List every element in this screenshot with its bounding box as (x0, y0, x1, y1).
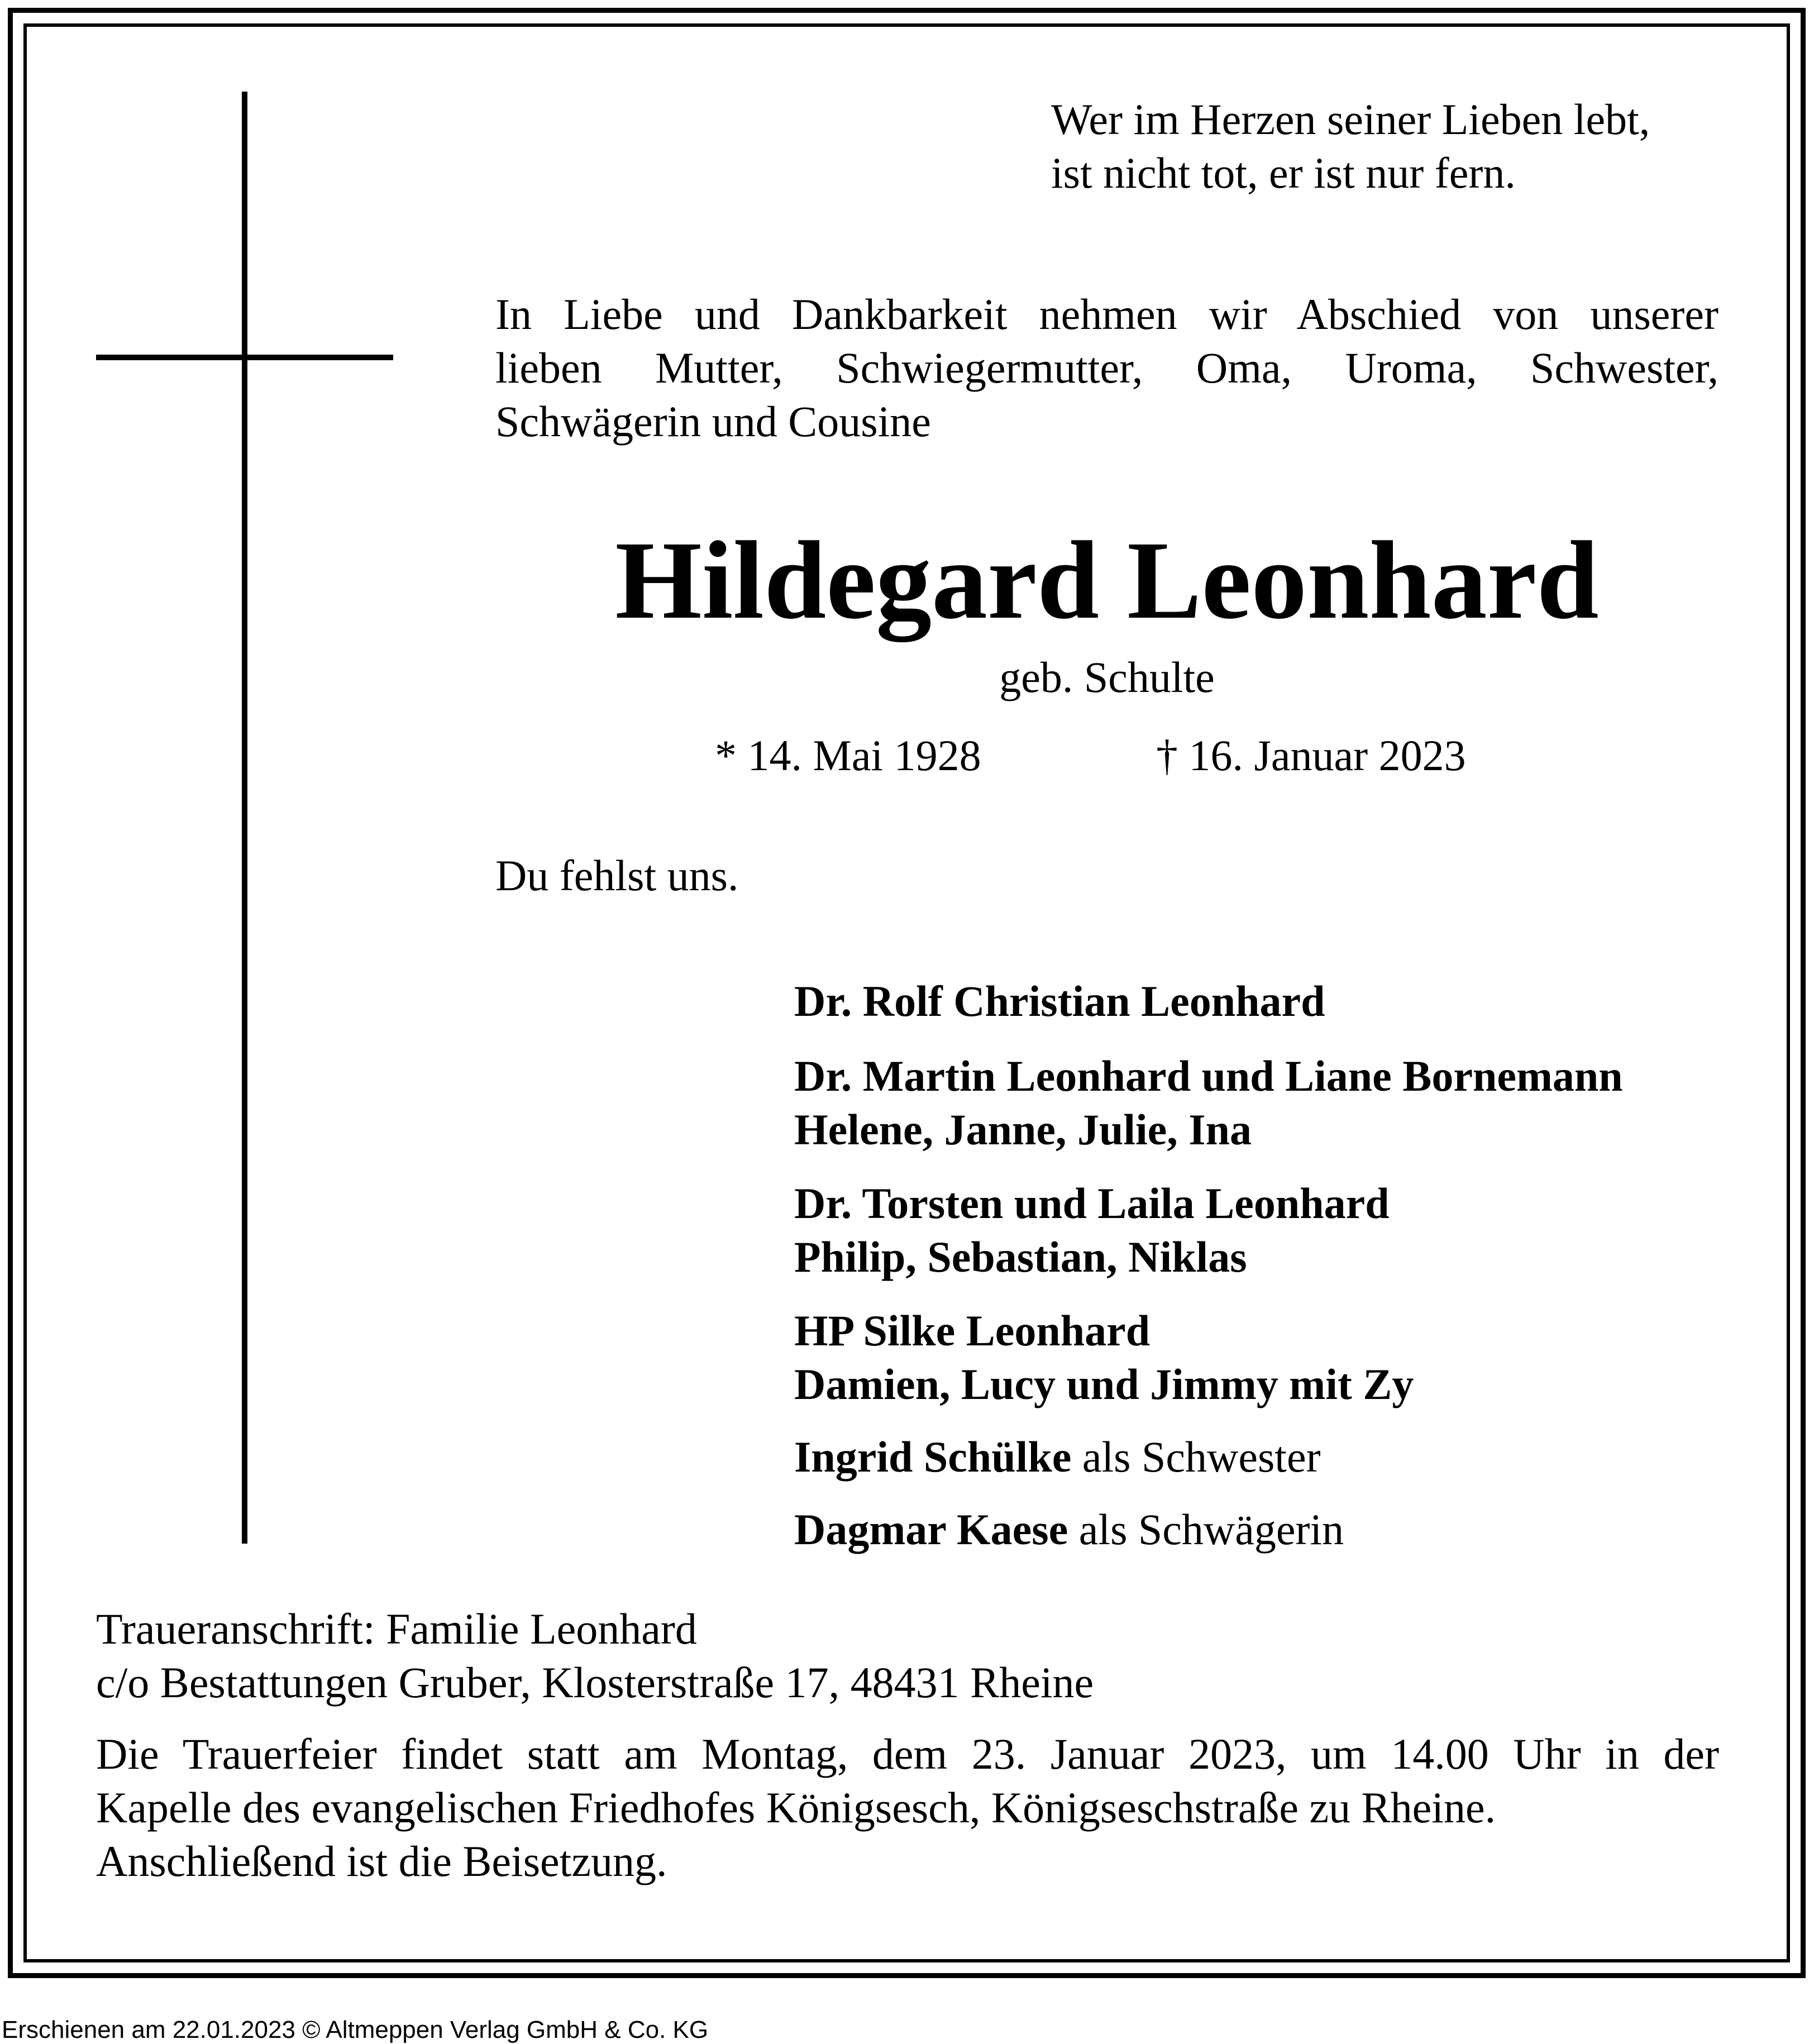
mourner-line (794, 1503, 1623, 1556)
ceremony-line: Anschließend ist die Beisetzung. (96, 1837, 667, 1885)
mourner-line (794, 1103, 1623, 1157)
quote-line: Wer im Herzen seiner Lieben lebt, (1051, 95, 1650, 144)
mourners-list (794, 956, 1623, 1556)
mourner-group (794, 1304, 1623, 1411)
cross-icon-vertical-bar (242, 92, 247, 1544)
mourner-name: Philip, Sebastian, Niklas (794, 1233, 1247, 1281)
ceremony-info (96, 1727, 1719, 1888)
cross-icon-horizontal-bar (96, 355, 393, 360)
death-date: † 16. Januar 2023 (1156, 731, 1466, 780)
mourner-line (794, 1049, 1623, 1103)
mourner-name: Dr. Torsten und Laila Leonhard (794, 1179, 1390, 1228)
address-line: c/o Bestattungen Gruber, Klosterstraße 17, 48431 Rheine (96, 1658, 1094, 1707)
ceremony-line: Kapelle des evangelischen Friedhofes Königsesch, Königseschstraße zu Rheine. (96, 1783, 1496, 1832)
address-line: Traueranschrift: Familie Leonhard (96, 1604, 697, 1653)
mourner-name: Ingrid Schülke (794, 1432, 1072, 1481)
mourner-group (794, 1503, 1623, 1556)
mourner-group (794, 1049, 1623, 1157)
condolence-address (96, 1602, 1094, 1709)
mourner-group (794, 975, 1623, 1028)
intro-line: lieben Mutter, Schwiegermutter, Oma, Uroma, Schwester, (495, 343, 1718, 392)
quote-line: ist nicht tot, er ist nur fern. (1051, 149, 1516, 197)
publication-footer: Erschienen am 22.01.2023 © Altmeppen Verlag GmbH & Co. KG (2, 2016, 709, 2043)
mourner-name: Damien, Lucy und Jimmy mit Zy (794, 1360, 1414, 1408)
mourner-line (794, 1177, 1623, 1230)
ceremony-line: Die Trauerfeier findet statt am Montag, dem 23. Januar 2023, um 14.00 Uhr in der (96, 1730, 1719, 1778)
deceased-name: Hildegard Leonhard (615, 519, 1599, 642)
mourner-line (794, 1358, 1623, 1411)
intro-line: In Liebe und Dankbarkeit nehmen wir Abschied von unserer (495, 290, 1718, 338)
mourner-name: Dr. Rolf Christian Leonhard (794, 977, 1325, 1025)
farewell-text: Du fehlst uns. (495, 851, 739, 900)
memorial-quote (1051, 93, 1650, 200)
intro-line: Schwägerin und Cousine (495, 397, 931, 446)
mourner-name: Dr. Martin Leonhard und Liane Bornemann (794, 1052, 1623, 1100)
intro-text (495, 288, 1718, 448)
mourner-name: Helene, Janne, Julie, Ina (794, 1105, 1252, 1154)
mourner-line (794, 1304, 1623, 1358)
mourner-group (794, 1177, 1623, 1284)
mourner-line (794, 1430, 1623, 1484)
mourner-line (794, 1230, 1623, 1284)
mourner-name: Dagmar Kaese (794, 1505, 1068, 1554)
maiden-name: geb. Schulte (999, 653, 1215, 701)
mourner-relation: als Schwester (1071, 1432, 1321, 1481)
mourner-group (794, 1430, 1623, 1484)
mourner-relation: als Schwägerin (1068, 1505, 1344, 1554)
birth-date: * 14. Mai 1928 (715, 731, 981, 780)
mourner-line (794, 975, 1623, 1028)
mourner-name: HP Silke Leonhard (794, 1306, 1151, 1355)
